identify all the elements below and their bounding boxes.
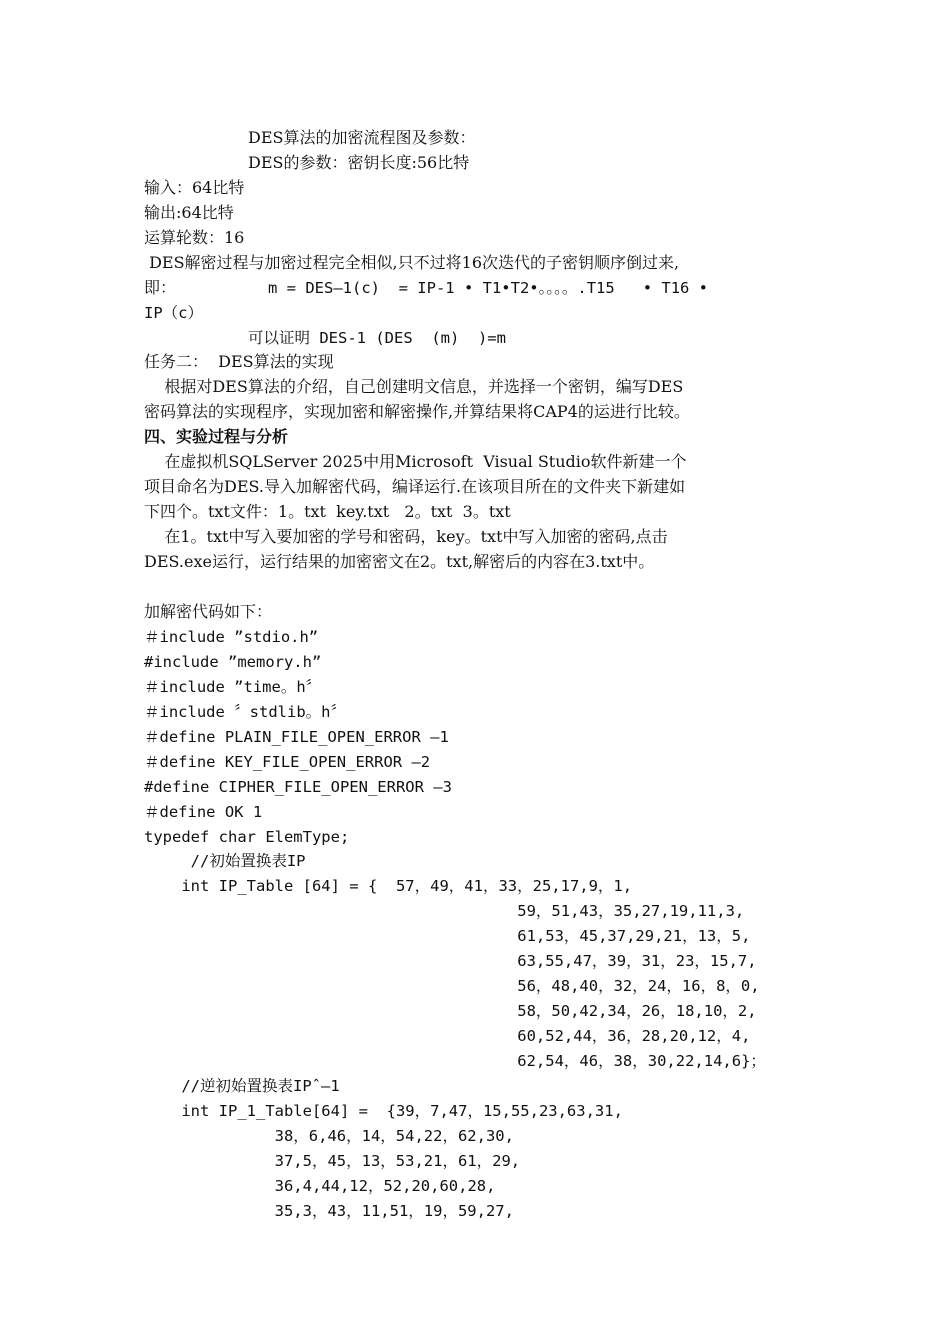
code-line: int IP_1_Table[64] = {39，7,47，15,55,23,63,31, xyxy=(144,1102,623,1120)
decrypt-formula: m = DES—1(c) = IP-1 • T1•T2•。。。。.T15 • T16 • xyxy=(268,279,709,297)
section4-line: 下四个。txt文件：1。txt key.txt 2。txt 3。txt xyxy=(144,502,511,521)
code-line: 56，48,40，32，24，16，8，0, xyxy=(144,977,760,995)
code-line: 58，50,42,34，26，18,10，2, xyxy=(144,1002,757,1020)
decrypt-formula-continued: IP（c） xyxy=(144,304,203,322)
code-line: 38，6,46，14，54,22，62,30, xyxy=(144,1127,514,1145)
formula-prefix: 即： xyxy=(144,278,177,297)
section4-line: 项目命名为DES.导入加解密代码，编译运行.在该项目所在的文件夹下新建如 xyxy=(144,477,686,496)
des-params: DES的参数：密钥长度:56比特 xyxy=(248,153,470,172)
code-line: 62,54，46，38，30,22,14,6}； xyxy=(144,1052,766,1070)
code-line: ＃define KEY_FILE_OPEN_ERROR —2 xyxy=(144,753,431,771)
proof-statement: 可以证明 DES-1 (DES (m) )=m xyxy=(248,329,506,347)
flow-title: DES算法的加密流程图及参数： xyxy=(248,128,476,147)
task2-heading: 任务二： DES算法的实现 xyxy=(144,352,334,371)
input-size: 输入：64比特 xyxy=(144,178,245,197)
section4-line: DES.exe运行，运行结果的加密密文在2。txt,解密后的内容在3.txt中。 xyxy=(144,552,655,571)
code-comment: //初始置换表IP xyxy=(144,852,306,870)
code-line: 60,52,44，36，28,20,12，4, xyxy=(144,1027,751,1045)
code-line: #define CIPHER_FILE_OPEN_ERROR —3 xyxy=(144,778,452,796)
task2-paragraph-line: 密码算法的实现程序，实现加密和解密操作,并算结果将CAP4的运进行比较。 xyxy=(144,402,690,421)
round-count: 运算轮数：16 xyxy=(144,228,245,247)
decrypt-description: DES解密过程与加密过程完全相似,只不过将16次迭代的子密钥顺序倒过来, xyxy=(144,253,680,272)
code-line: 35,3，43，11,51，19，59,27, xyxy=(144,1202,514,1220)
code-line: #include ”memory.h” xyxy=(144,653,322,671)
code-line: ＃include ”time。h〞 xyxy=(144,678,322,696)
code-line: typedef char ElemType; xyxy=(144,828,350,846)
code-line: int IP_Table [64] = { 57，49，41，33，25,17,9，1, xyxy=(144,877,633,895)
code-line: ＃include ”stdio.h” xyxy=(144,628,319,646)
task2-paragraph-line: 根据对DES算法的介绍，自己创建明文信息，并选择一个密钥，编写DES xyxy=(144,377,684,396)
code-line: ＃define OK 1 xyxy=(144,803,263,821)
code-line: 63,55,47，39，31，23，15,7, xyxy=(144,952,757,970)
code-line: 61,53，45,37,29,21，13，5, xyxy=(144,927,751,945)
section4-line: 在1。txt中写入要加密的学号和密码，key。txt中写入加密的密码,点击 xyxy=(144,527,668,546)
output-size: 输出:64比特 xyxy=(144,203,234,222)
code-line: 37,5，45，13，53,21，61，29, xyxy=(144,1152,521,1170)
section4-line: 在虚拟机SQLServer 2025中用Microsoft Visual Studio软件新建一个 xyxy=(144,452,687,471)
code-intro: 加解密代码如下： xyxy=(144,602,273,621)
code-line: 59，51,43，35,27,19,11,3, xyxy=(144,902,745,920)
code-line: 36,4,44,12，52,20,60,28, xyxy=(144,1177,496,1195)
code-line: ＃define PLAIN_FILE_OPEN_ERROR —1 xyxy=(144,728,449,746)
code-comment: //逆初始置换表IPˆ—1 xyxy=(144,1077,340,1095)
code-line: ＃include 〞stdlib。h〞 xyxy=(144,703,346,721)
section4-heading: 四、实验过程与分析 xyxy=(144,427,289,446)
